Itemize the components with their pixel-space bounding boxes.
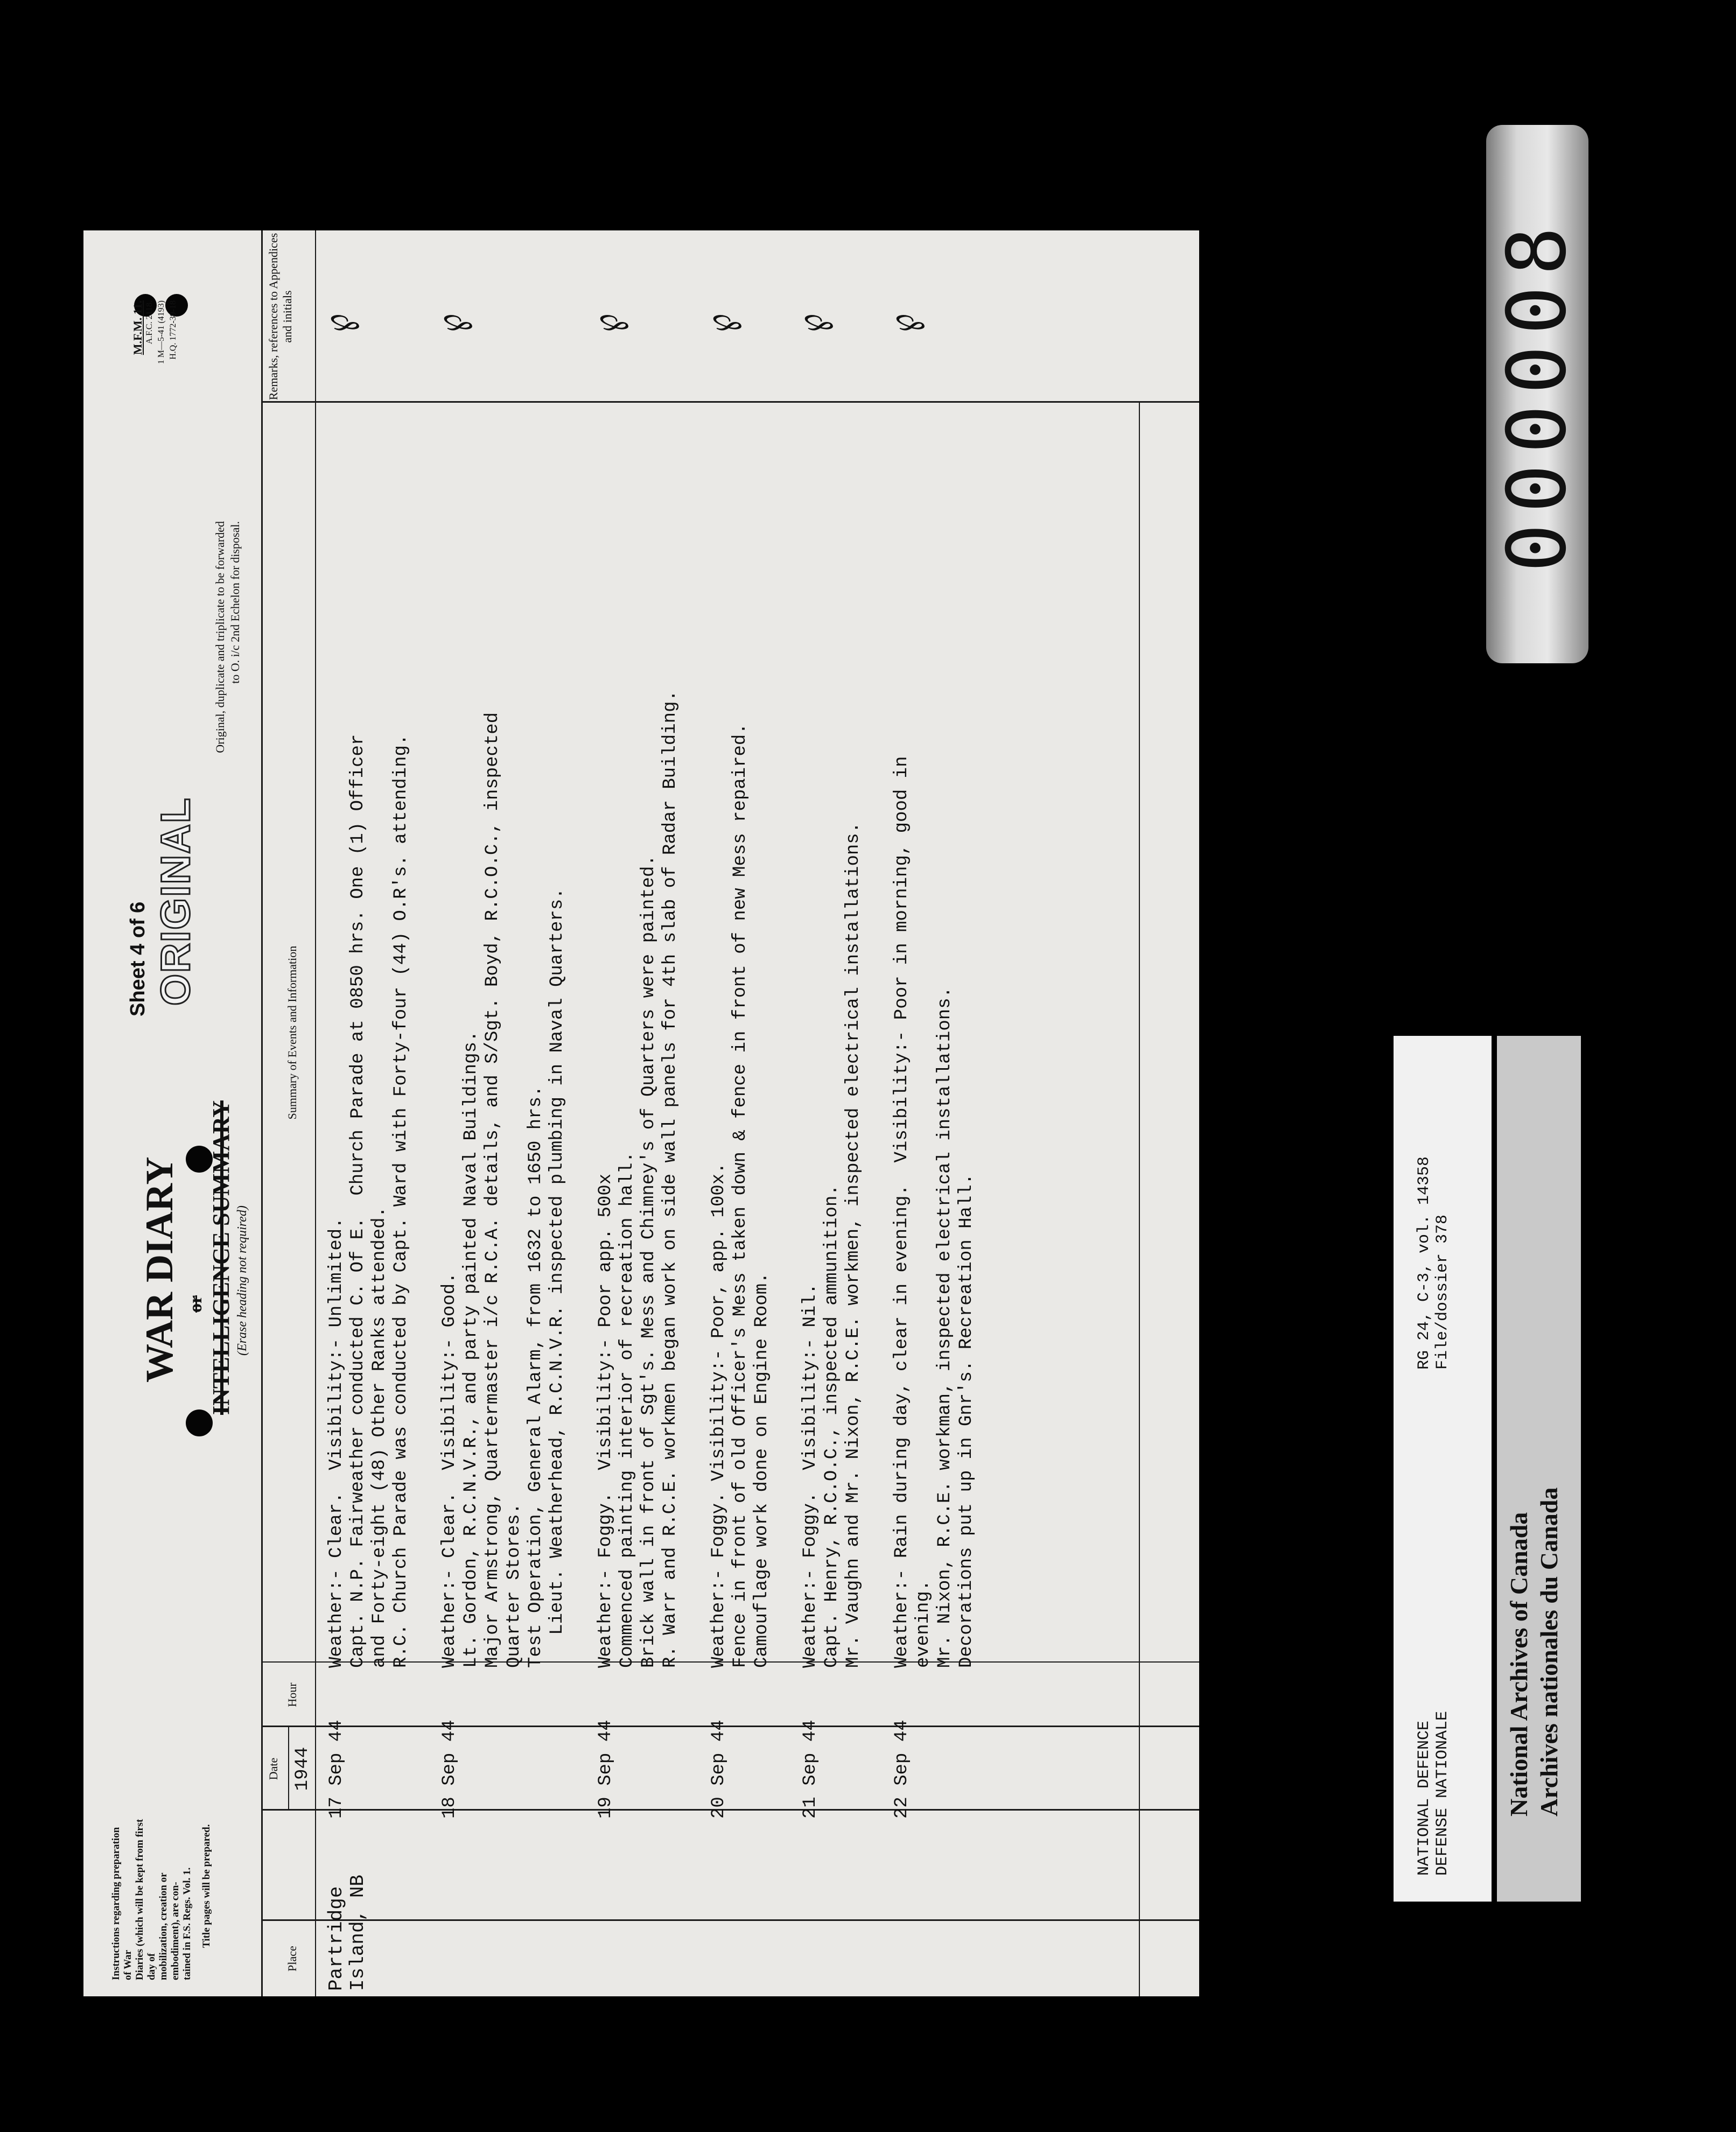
war-diary-sheet [83,230,1199,1996]
column-remarks: Remarks, references to Appendices and initials [267,233,294,401]
column-date: Date [267,1757,280,1780]
form-sub: H.Q. 1772-39-18 [169,300,178,360]
frame-number: 000008 [1490,216,1584,572]
entry-summary [439,712,568,1668]
entry-line: Weather:- Rain during day, clear in evening. Visibility:- Poor in morning, good in [892,756,912,1668]
initials-mark: ℘ [791,307,835,346]
dept-fr: DEFENSE NATIONALE [1433,1710,1452,1876]
diary-sheet-wrapper [83,230,1199,1996]
initials-mark: ℘ [883,307,927,346]
place-column-rule [261,1919,1199,1921]
column-year: 1944 [292,1747,313,1791]
table-top-rule [261,230,263,1996]
column-place: Place [285,1946,299,1972]
initials-mark: ℘ [317,307,361,346]
remarks-column-rule [261,401,1199,403]
table-bottom-rule [1139,403,1140,1996]
table-header-rule [315,230,316,1996]
entry-line: Weather:- Foggy. Visibility:- Poor, app. 100x. [709,1162,729,1668]
disposal-line: Original, duplicate and triplicate to be forwarded [213,521,227,753]
entry-line: Fence in front of old Officer's Mess taken down & fence in front of new Mess repaired. [730,723,751,1668]
dept-en: NATIONAL DEFENCE [1415,1720,1433,1876]
form-sub: A.F.C. 2118. [145,300,154,345]
place-line: Partridge [325,1886,347,1991]
entry-summary [326,734,412,1668]
entry-summary [595,690,681,1668]
title-or: or [186,1295,206,1313]
entry-line: Quarter Stores. [504,1503,524,1668]
entry-date: 21 Sep 44 [800,1720,821,1819]
entry-line: Weather:- Clear. Visibility:- Good. [439,1272,460,1668]
struck-intelligence-summary: INTELLIGENCE SUMMARY [208,1100,234,1415]
entry-line: Mr. Vaughn and Mr. Nixon, R.C.E. workmen, inspected electrical installations. [843,822,864,1668]
form-id-block [132,300,179,392]
title-pages-note: Title pages will be prepared. [201,1824,212,1948]
entry-line: Major Armstrong, Quartermaster i/c R.C.A. details, and S/Sgt. Boyd, R.C.O.C., inspected [482,712,503,1668]
entry-line: and Forty-eight (48) Other Ranks attended. [369,1207,390,1668]
entry-summary [800,822,864,1668]
place-cell [326,1875,369,1991]
entry-line: Lieut. Weatherhead, R.C.N.V.R. inspected plumbing in Naval Quarters. [547,888,568,1668]
column-summary: Summary of Events and Information [285,945,299,1120]
place-line: Island, NB [347,1874,369,1991]
initials-mark: ℘ [430,307,474,346]
frame-number-strip [1486,125,1588,663]
date-column-rule [261,1809,1199,1811]
entry-date: 22 Sep 44 [892,1720,912,1819]
page-title: WAR DIARY [138,1156,181,1383]
entry-line: Mr. Nixon, R.C.E. workman, inspected electrical installations. [935,986,955,1668]
erase-note: (Erase heading not required) [235,1205,249,1356]
initials-mark: ℘ [586,307,631,346]
form-id: M.F.M. 11. [131,300,144,355]
instructions-line: Instructions regarding preparation of War [110,1827,134,1980]
entry-line: R. Warr and R.C.E. workmen began work on side wall panels for 4th slab of Radar Building. [660,690,681,1668]
entry-line: Lt. Gordon, R.C.N.V.R., and party painted Naval Buildings. [461,1030,481,1668]
entry-line: Capt. Henry, R.C.O.C., inspected ammunition. [822,1184,842,1668]
entry-line: Decorations put up in Gnr's. Recreation Hall. [956,1173,977,1668]
entry-date: 19 Sep 44 [596,1720,616,1819]
sheet-number: Sheet 4 of 6 [127,901,149,1016]
archives-name-fr: Archives nationales du Canada [1535,1487,1563,1817]
archive-ref-2: File/dossier 378 [1433,1214,1452,1370]
entry-line: Camouflage work done on Engine Room. [752,1272,772,1668]
column-hour: Hour [285,1682,299,1707]
instructions-line: Diaries (which will be kept from first day of [134,1819,157,1980]
instructions-line: tained in F.S. Regs. Vol. 1. [181,1867,193,1980]
instructions-block [110,1819,213,1980]
entry-date: 18 Sep 44 [439,1720,460,1819]
disposal-line: to O. i/c 2nd Echelon for disposal. [228,521,242,684]
year-rule [288,1727,289,1811]
hour-column-rule [261,1726,1199,1727]
original-stamp: ORIGINAL [153,797,199,1006]
entry-summary [708,723,773,1668]
instructions-line: mobilization, creation or embodiment), are con- [158,1872,181,1980]
archives-name-en: National Archives of Canada [1505,1512,1532,1817]
entry-line: R.C. Church Parade was conducted by Capt. Ward with Forty-four (44) O.R's. attending. [391,734,411,1668]
entry-line: Weather:- Clear. Visibility:- Unlimited. [326,1217,347,1668]
entry-date: 20 Sep 44 [709,1720,729,1819]
entry-line: Weather:- Foggy. Visibility:- Poor app. 500x [596,1173,616,1668]
entry-line: Capt. N.P. Fairweather conducted C. Of E. Church Parade at 0850 hrs. One (1) Officer [348,734,368,1668]
entry-line: Weather:- Foggy. Visibility:- Nil. [800,1283,821,1668]
disposal-note [213,521,243,930]
entry-line: Test Operation, General Alarm, from 1632 to 1650 hrs. [526,1085,546,1668]
entry-date: 17 Sep 44 [326,1720,347,1819]
entry-line: evening. [913,1580,934,1668]
entry-line: Commenced painting interior of recreation hall. [617,1152,638,1668]
initials-mark: ℘ [699,307,744,346]
archive-ref-1: RG 24, C-3, vol. 14358 [1415,1156,1433,1370]
entry-line: Brick wall in front of Sgt's. Mess and Chimney's of Quarters were painted. [639,855,659,1668]
entry-summary [891,756,977,1668]
form-sub: 1 M—5-41 (4193) [157,300,166,364]
archive-label-white [1394,1036,1492,1902]
archive-label-grey [1497,1036,1581,1902]
